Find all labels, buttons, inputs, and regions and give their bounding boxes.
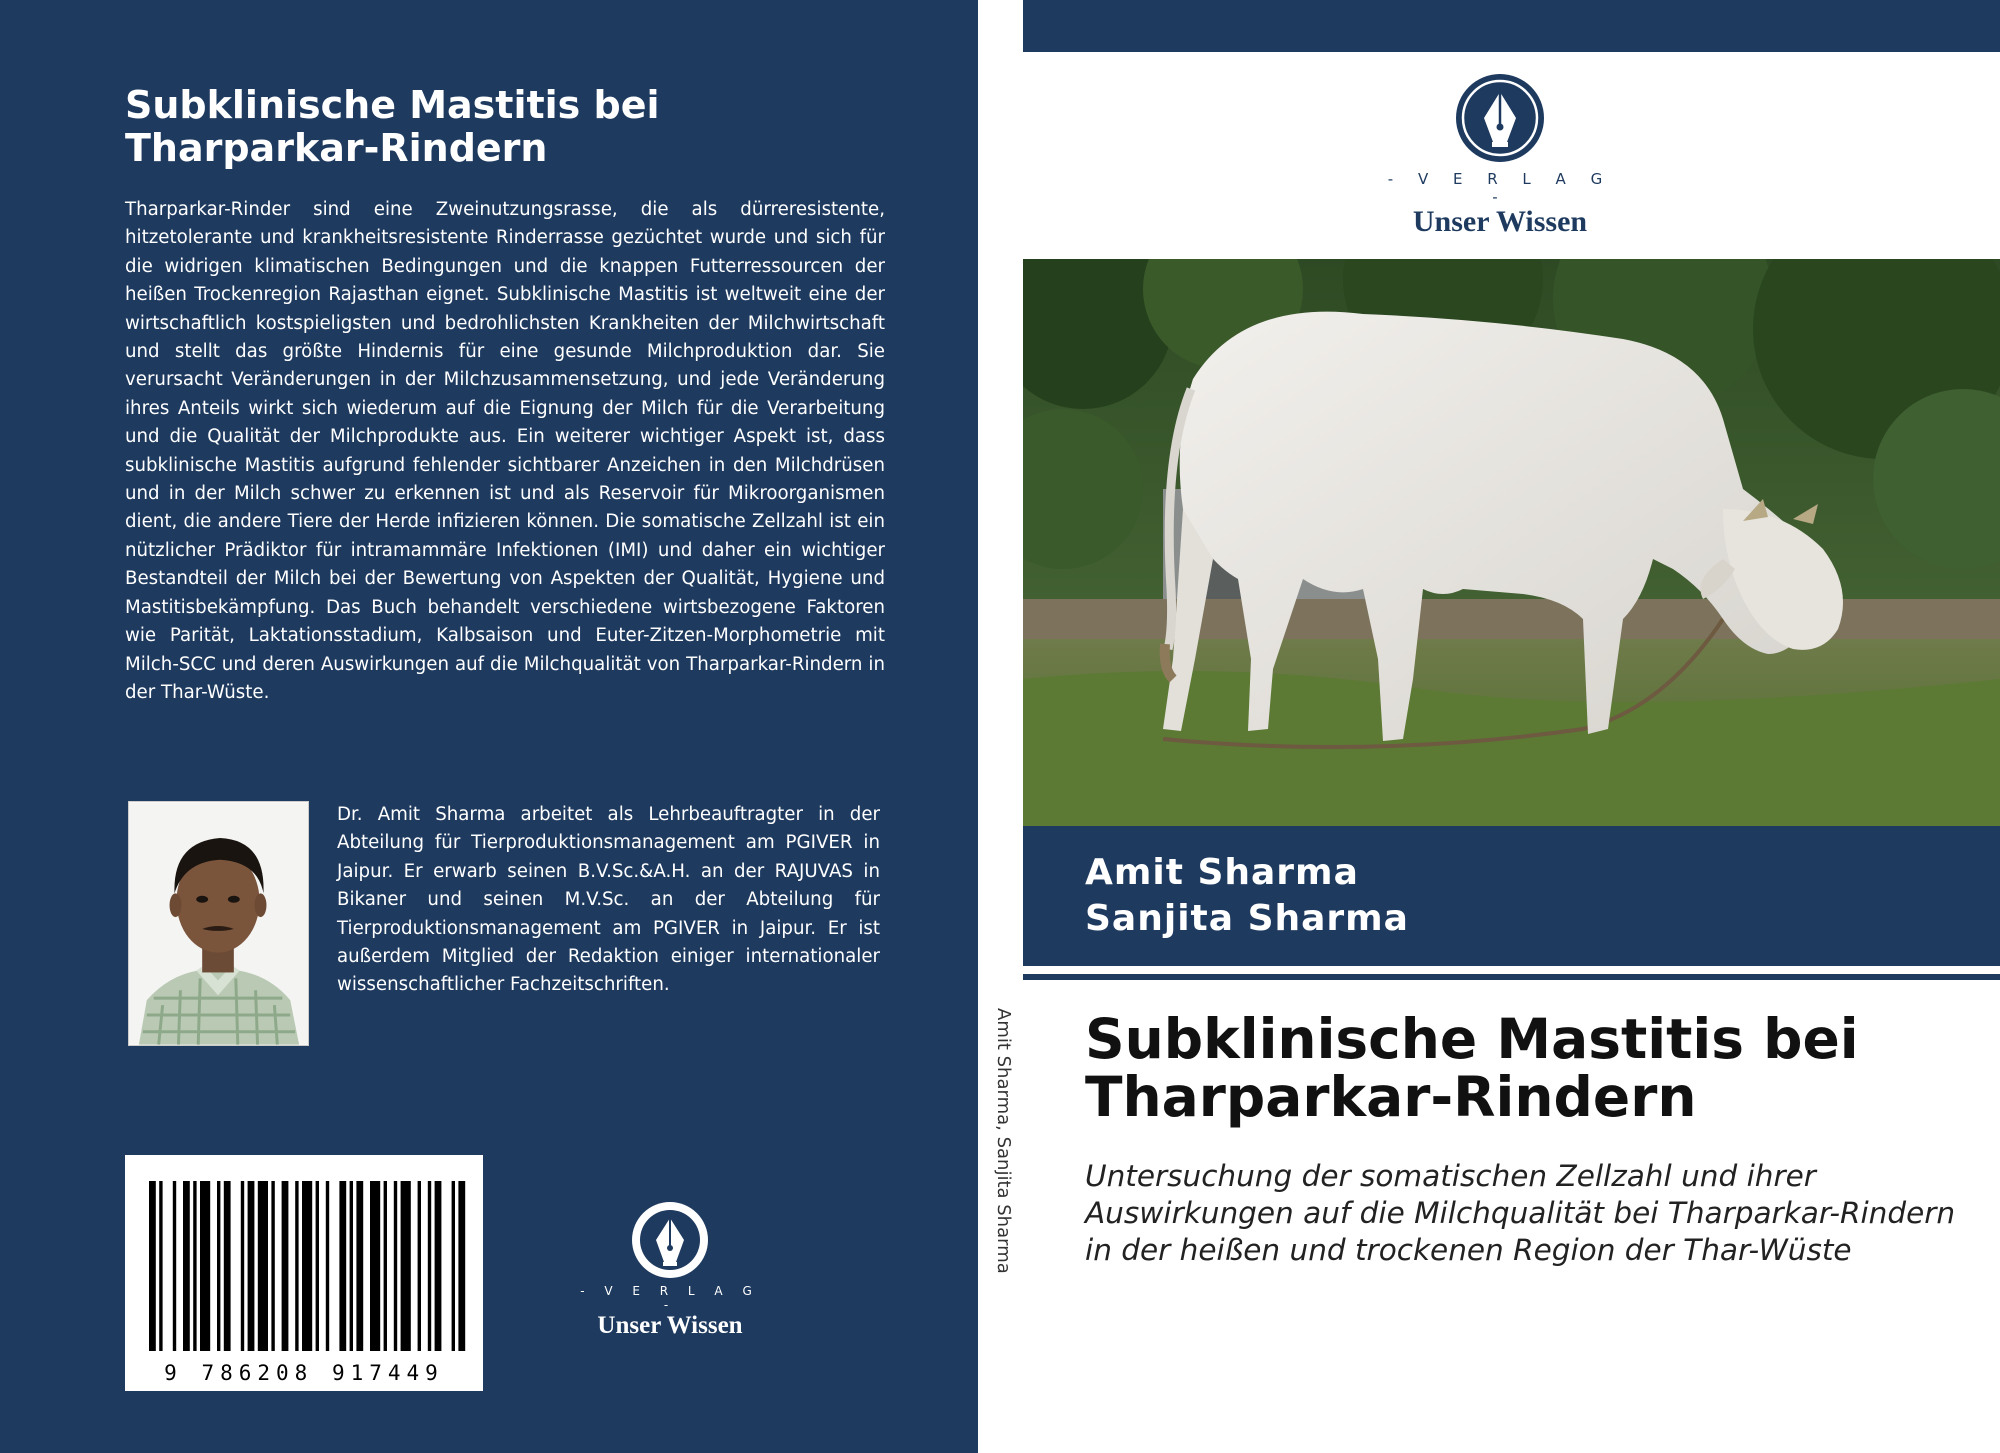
front-logo-name: Unser Wissen — [1412, 205, 1588, 238]
front-cover-title: Subklinische Mastitis bei Tharparkar-Rindern — [1085, 1007, 1859, 1129]
barcode-bar — [302, 1181, 312, 1351]
barcode-bar — [159, 1181, 162, 1351]
barcode-bar — [350, 1181, 353, 1351]
barcode-bar — [316, 1181, 319, 1351]
back-logo-name: Unser Wissen — [597, 1312, 743, 1339]
isbn-digits: 9 786208 917449 — [164, 1361, 444, 1385]
barcode-bar — [241, 1181, 244, 1351]
barcode-bar — [183, 1181, 190, 1351]
barcode-bar — [370, 1181, 380, 1351]
barcode-bar — [428, 1181, 431, 1351]
spine-authors: Amit Sharma, Sanjita Sharma — [993, 1008, 1014, 1274]
barcode-bar — [394, 1181, 397, 1351]
front-author-band — [1023, 826, 2000, 966]
barcode-bar — [224, 1181, 231, 1351]
barcode-bar — [339, 1181, 346, 1351]
front-author-name: Amit Sharma — [1085, 852, 1359, 893]
back-cover-blurb: Tharparkar-Rinder sind eine Zweinutzungsrasse, die als dürreresistente, hitzetolerante und krankheitsresistente Rinderrasse gezüchtet wurde und sich für die widrigen klimatischen Bedingungen und die knappen Futterressourcen der heißen Trockenregion Rajasthan eignet. Subklinische Mastitis ist weltweit eine der wirtschaftlich kostspieligsten und bedrohlichsten Krankheiten der Milchwirtschaft und stellt das größte Hindernis für eine gesunde Milchproduktion dar. Sie verursacht Veränderungen in der Milchzusammensetzung, und jede Veränderung ihres Anteils wirkt sich wiederum auf die Eignung der Milch für die Verarbeitung und die Qualität der Milchprodukte aus. Ein weiterer wichtiger Aspekt ist, dass subklinische Mastitis aufgrund fehlender sichtbarer Anzeichen in den Milchdrüsen und in der Milch schwer zu erkennen ist und als Reservoir für Mikroorganismen dient, die andere Tiere der Herde infizieren können. Die somatische Zellzahl ist ein nützlicher Prädiktor für intramammäre Infektionen (IMI) und daher ein wichtiger Bestandteil der Milch bei der Bewertung von Aspekten der Qualität, Hygiene und Mastitisbekämpfung. Das Buch behandelt verschiedene wirtsbezogene Faktoren wie Parität, Laktationsstadium, Kalbsaison und Euter-Zitzen-Morphometrie mit Milch-SCC und deren Auswirkungen auf die Milchqualität von Tharparkar-Rindern in der Thar-Wüste. — [125, 199, 885, 703]
back-cover-title: Subklinische Mastitis bei Tharparkar-Rindern — [125, 83, 660, 170]
front-logo-verlag: - V E R L A G - — [1387, 170, 1613, 206]
barcode-bar — [173, 1181, 176, 1351]
barcode-bar — [149, 1181, 156, 1351]
back-cover — [0, 0, 978, 1453]
barcode-bar — [295, 1181, 298, 1351]
author-photo — [128, 801, 309, 1046]
isbn-barcode — [125, 1155, 483, 1391]
front-top-band — [1023, 0, 2000, 52]
barcode-bar — [200, 1181, 210, 1351]
cover-photo-cow — [1023, 259, 2000, 826]
front-cover-subtitle: Untersuchung der somatischen Zellzahl und ihrer Auswirkungen auf die Milchqualität bei Tharparkar-Rindern in der heißen und trockenen Region der Thar-Wüste — [1085, 1159, 1956, 1267]
barcode-bar — [217, 1181, 220, 1351]
barcode-bars — [125, 1155, 483, 1391]
barcode-bar — [452, 1181, 455, 1351]
front-publisher-logo — [1380, 72, 1620, 238]
front-author-name: Sanjita Sharma — [1085, 898, 1409, 939]
barcode-bar — [458, 1181, 465, 1351]
barcode-bar — [248, 1181, 255, 1351]
fountain-pen-nib-icon — [1454, 72, 1546, 164]
author-bio: Dr. Amit Sharma arbeitet als Lehrbeauftragter in der Abteilung für Tierproduktionsmanagement am PGIVER in Jaipur. Er erwarb seinen B.V.Sc.&A.H. an der RAJUVAS in Bikaner und seinen M.V.Sc. an der Abteilung für Tierproduktionsmanagement am PGIVER in Jaipur. Er ist außerdem Mitglied der Redaktion einiger internationaler wissenschaftlicher Fachzeitschriften. — [337, 804, 880, 996]
barcode-bar — [326, 1181, 329, 1351]
barcode-bar — [271, 1181, 274, 1351]
back-logo-verlag: - V E R L A G - — [580, 1284, 760, 1312]
front-divider-rule — [1023, 974, 2000, 980]
back-publisher-logo — [570, 1200, 770, 1339]
barcode-bar — [435, 1181, 442, 1351]
barcode-bar — [418, 1181, 421, 1351]
barcode-bar — [258, 1181, 268, 1351]
fountain-pen-nib-icon — [630, 1200, 710, 1280]
barcode-bar — [193, 1181, 196, 1351]
barcode-bar — [282, 1181, 289, 1351]
barcode-bar — [401, 1181, 411, 1351]
barcode-bar — [384, 1181, 387, 1351]
barcode-bar — [356, 1181, 363, 1351]
